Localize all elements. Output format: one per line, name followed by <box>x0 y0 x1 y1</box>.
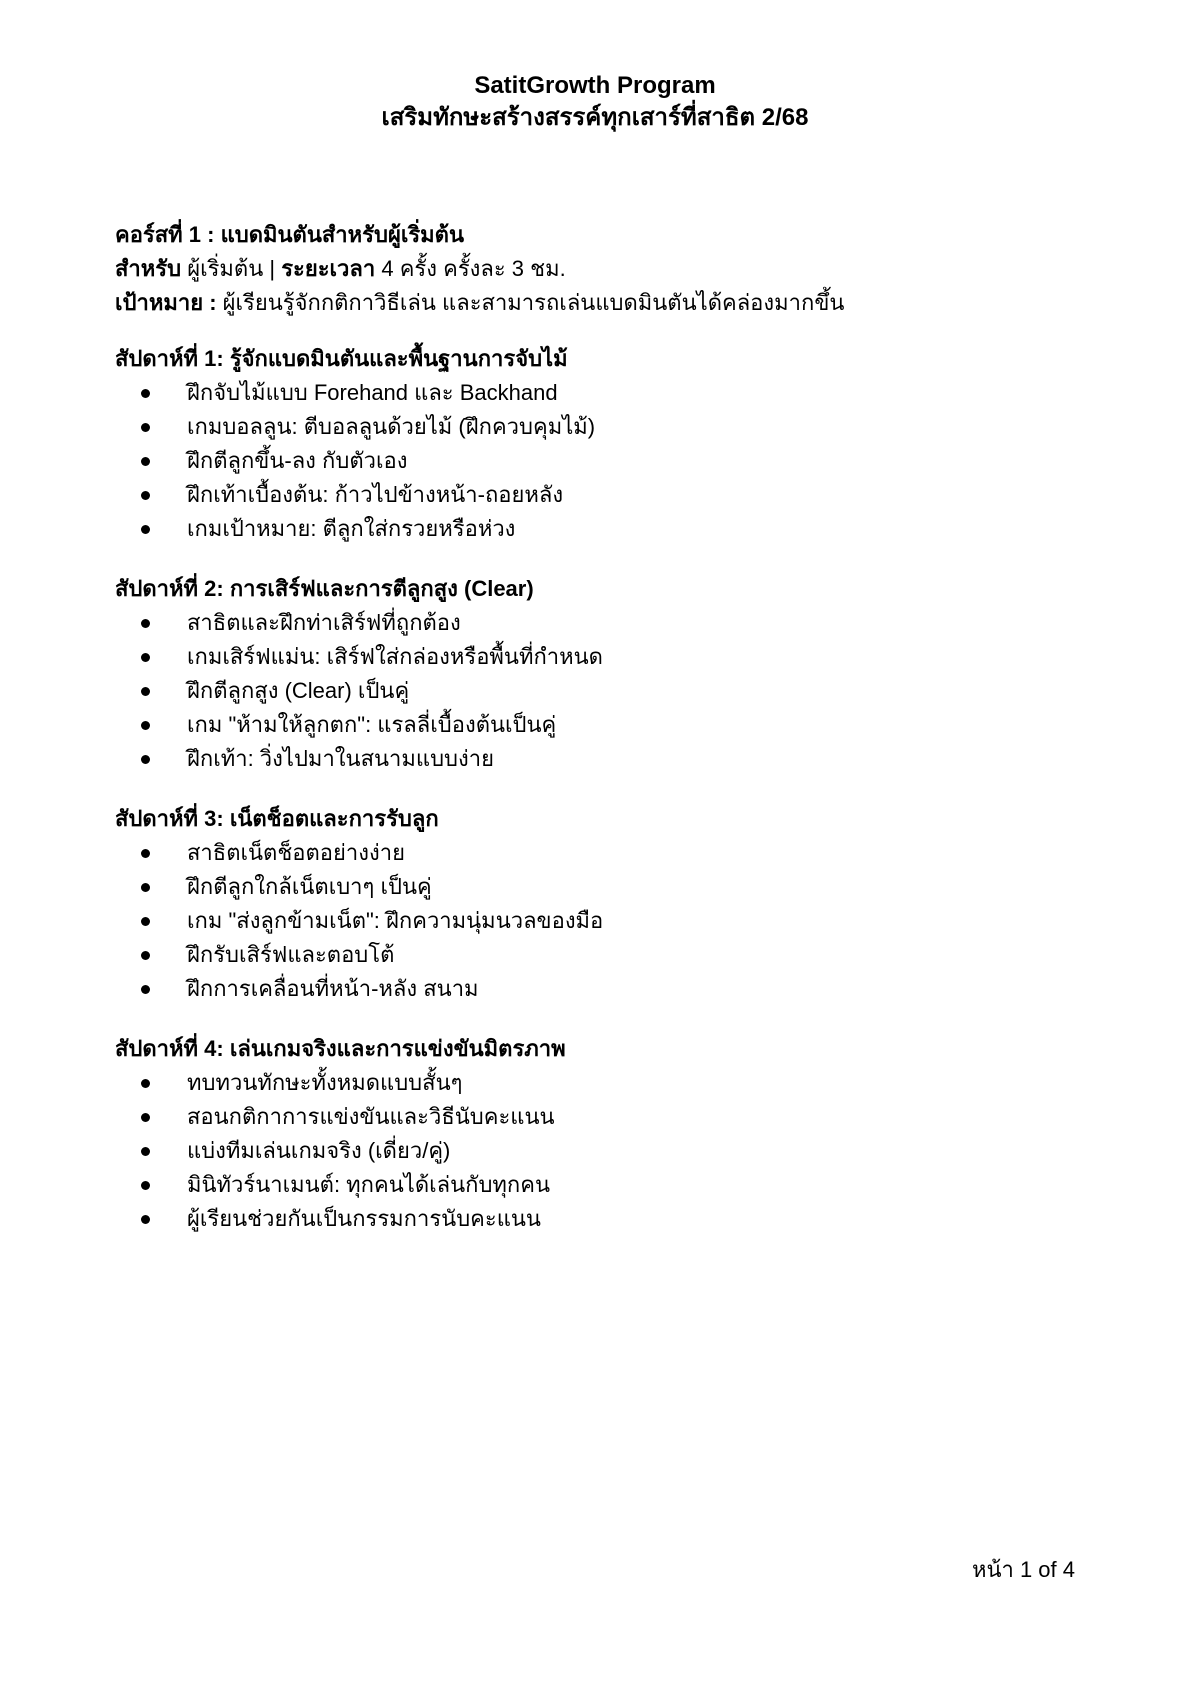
course-goal-line <box>115 286 1075 320</box>
activity-item <box>115 972 1075 1006</box>
program-title: SatitGrowth Program <box>474 72 716 99</box>
activity-item <box>115 870 1075 904</box>
bullet-icon <box>141 1113 150 1122</box>
activity-item <box>115 1066 1075 1100</box>
bullet-icon <box>141 619 150 628</box>
activity-list <box>115 376 1075 546</box>
bullet-icon <box>141 1215 150 1224</box>
document-body <box>115 218 1075 1236</box>
weekly-schedule <box>115 342 1075 1236</box>
goal-value: ผู้เรียนรู้จักกติกาวิธีเล่น และสามารถเล่นแบดมินตันได้คล่องมากขึ้น <box>216 290 845 315</box>
bullet-icon <box>141 1181 150 1190</box>
bullet-icon <box>141 721 150 730</box>
week-title: สัปดาห์ที่ 2: การเสิร์ฟและการตีลูกสูง (Clear) <box>115 576 534 601</box>
activity-item <box>115 938 1075 972</box>
bullet-icon <box>141 389 150 398</box>
activity-text: ฝึกเท้าเบื้องต้น: ก้าวไปข้างหน้า-ถอยหลัง <box>187 482 564 507</box>
bullet-icon <box>141 755 150 764</box>
week-section-4 <box>115 1032 1075 1236</box>
page-number: หน้า 1 of 4 <box>971 1557 1075 1582</box>
activity-item <box>115 478 1075 512</box>
program-subtitle: เสริมทักษะสร้างสรรค์ทุกเสาร์ที่สาธิต 2/68 <box>381 104 809 131</box>
bullet-icon <box>141 985 150 994</box>
activity-list <box>115 836 1075 1006</box>
bullet-icon <box>141 423 150 432</box>
bullet-icon <box>141 653 150 662</box>
activity-item <box>115 410 1075 444</box>
week-section-2 <box>115 572 1075 776</box>
activity-text: สาธิตและฝึกท่าเสิร์ฟที่ถูกต้อง <box>187 610 461 635</box>
activity-item <box>115 1202 1075 1236</box>
activity-item <box>115 904 1075 938</box>
activity-item <box>115 674 1075 708</box>
activity-list <box>115 1066 1075 1236</box>
activity-item <box>115 1168 1075 1202</box>
week-title: สัปดาห์ที่ 4: เล่นเกมจริงและการแข่งขันมิตรภาพ <box>115 1036 566 1061</box>
activity-text: ฝึกตีลูกใกล้เน็ตเบาๆ เป็นคู่ <box>187 874 432 899</box>
activity-item <box>115 1134 1075 1168</box>
duration-value: 4 ครั้ง ครั้งละ 3 ชม. <box>375 256 566 281</box>
bullet-icon <box>141 525 150 534</box>
activity-item <box>115 708 1075 742</box>
activity-text: เกมเป้าหมาย: ตีลูกใส่กรวยหรือห่วง <box>187 516 516 541</box>
document-header <box>0 70 1190 134</box>
activity-item <box>115 640 1075 674</box>
activity-item <box>115 376 1075 410</box>
bullet-icon <box>141 883 150 892</box>
activity-text: เกม "ส่งลูกข้ามเน็ต": ฝึกความนุ่มนวลของมือ <box>187 908 604 933</box>
bullet-icon <box>141 457 150 466</box>
week-section-3 <box>115 802 1075 1006</box>
activity-text: มินิทัวร์นาเมนต์: ทุกคนได้เล่นกับทุกคน <box>187 1172 551 1197</box>
course-title: คอร์สที่ 1 : แบดมินตันสำหรับผู้เริ่มต้น <box>115 222 464 247</box>
activity-text: ฝึกตีลูกสูง (Clear) เป็นคู่ <box>187 678 410 703</box>
activity-item <box>115 1100 1075 1134</box>
activity-item <box>115 742 1075 776</box>
activity-item <box>115 444 1075 478</box>
activity-text: ฝึกเท้า: วิ่งไปมาในสนามแบบง่าย <box>187 746 494 771</box>
activity-text: ฝึกรับเสิร์ฟและตอบโต้ <box>187 942 395 967</box>
audience-value: ผู้เริ่มต้น | <box>181 256 282 281</box>
activity-text: ฝึกจับไม้แบบ Forehand และ Backhand <box>187 380 558 405</box>
activity-text: เกม "ห้ามให้ลูกตก": แรลลี่เบื้องต้นเป็นคู่ <box>187 712 557 737</box>
course-audience-line <box>115 252 1075 286</box>
activity-list <box>115 606 1075 776</box>
bullet-icon <box>141 917 150 926</box>
duration-label: ระยะเวลา <box>281 256 376 281</box>
bullet-icon <box>141 491 150 500</box>
bullet-icon <box>141 687 150 696</box>
bullet-icon <box>141 1079 150 1088</box>
bullet-icon <box>141 1147 150 1156</box>
activity-text: ทบทวนทักษะทั้งหมดแบบสั้นๆ <box>187 1070 463 1095</box>
bullet-icon <box>141 951 150 960</box>
activity-text: สอนกติกาการแข่งขันและวิธีนับคะแนน <box>187 1104 555 1129</box>
activity-text: ผู้เรียนช่วยกันเป็นกรรมการนับคะแนน <box>187 1206 541 1231</box>
activity-item <box>115 512 1075 546</box>
week-section-1 <box>115 342 1075 546</box>
activity-text: เกมบอลลูน: ตีบอลลูนด้วยไม้ (ฝึกควบคุมไม้) <box>187 414 596 439</box>
activity-text: เกมเสิร์ฟแม่น: เสิร์ฟใส่กล่องหรือพื้นที่กำหนด <box>187 644 603 669</box>
activity-text: แบ่งทีมเล่นเกมจริง (เดี่ยว/คู่) <box>187 1138 451 1163</box>
audience-label: สำหรับ <box>115 256 182 281</box>
activity-text: ฝึกตีลูกขึ้น-ลง กับตัวเอง <box>187 448 408 473</box>
course-info <box>115 218 1075 320</box>
bullet-icon <box>141 849 150 858</box>
week-title: สัปดาห์ที่ 1: รู้จักแบดมินตันและพื้นฐานการจับไม้ <box>115 346 568 371</box>
activity-text: ฝึกการเคลื่อนที่หน้า-หลัง สนาม <box>187 976 479 1001</box>
week-title: สัปดาห์ที่ 3: เน็ตช็อตและการรับลูก <box>115 806 439 831</box>
activity-item <box>115 836 1075 870</box>
activity-text: สาธิตเน็ตช็อตอย่างง่าย <box>187 840 405 865</box>
goal-label: เป้าหมาย : <box>115 290 217 315</box>
activity-item <box>115 606 1075 640</box>
